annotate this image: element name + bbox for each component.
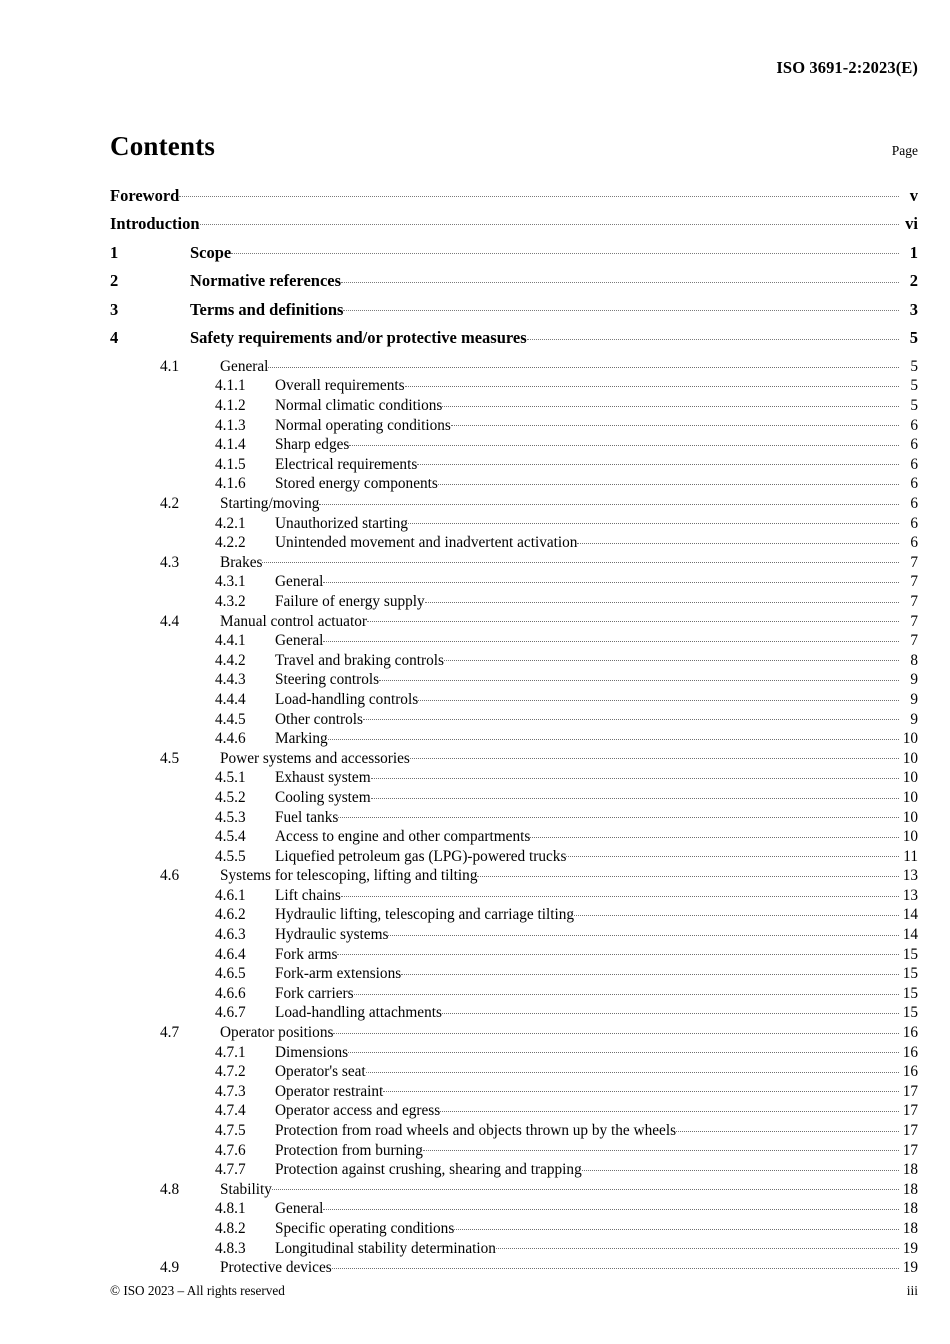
toc-dot-leader [363, 708, 899, 723]
toc-entry-number: 4.6.3 [215, 926, 246, 944]
toc-entry[interactable] [110, 395, 918, 415]
toc-entry[interactable] [110, 1100, 918, 1120]
toc-entry-label: Other controls [275, 710, 363, 728]
toc-entry-page-number: 16 [902, 1043, 918, 1061]
toc-dot-leader [577, 532, 899, 547]
toc-entry[interactable] [110, 571, 918, 591]
toc-entry-page-number: 14 [902, 926, 918, 944]
toc-entry-page-number: 18 [902, 1161, 918, 1179]
toc-entry-number: 4.6.2 [215, 906, 246, 924]
toc-entry-number: 4.6.4 [215, 945, 246, 963]
toc-dot-leader [231, 241, 899, 258]
toc-entry[interactable] [110, 669, 918, 689]
toc-dot-leader [410, 747, 899, 762]
toc-entry-page-number: 9 [910, 671, 918, 689]
toc-entry[interactable] [110, 963, 918, 983]
toc-entry-number: 4.6.5 [215, 965, 246, 983]
toc-entry-label: Fork-arm extensions [275, 965, 402, 983]
toc-entry-number: 4.8.3 [215, 1239, 246, 1257]
toc-entry-number: 4.8.1 [215, 1200, 246, 1218]
toc-entry[interactable] [110, 983, 918, 1003]
toc-entry[interactable] [110, 630, 918, 650]
toc-entry-label: Load-handling attachments [275, 1004, 442, 1022]
toc-dot-leader [442, 1002, 899, 1017]
toc-entry-number: 4.2.1 [215, 514, 246, 532]
toc-dot-leader [323, 630, 899, 645]
toc-entry[interactable] [110, 826, 918, 846]
toc-entry-number: 4.5.3 [215, 808, 246, 826]
toc-entry-number: 4.4.2 [215, 651, 246, 669]
toc-dot-leader [676, 1120, 899, 1135]
toc-entry-number: 4.8 [160, 1180, 180, 1198]
toc-entry-page-number: 5 [910, 377, 918, 395]
toc-entry-number: 4.5.1 [215, 769, 246, 787]
toc-entry-label: Manual control actuator [220, 612, 367, 630]
toc-entry-label: Normal operating conditions [275, 416, 451, 434]
toc-entry-page-number: 19 [902, 1259, 918, 1277]
toc-entry[interactable] [110, 1139, 918, 1159]
toc-entry[interactable] [110, 1198, 918, 1218]
toc-entry-page-number: 2 [909, 271, 918, 291]
toc-entry-page-number: 18 [902, 1219, 918, 1237]
toc-entry-number: 4 [110, 328, 119, 348]
toc-entry-page-number: 9 [910, 690, 918, 708]
toc-entry[interactable] [110, 787, 918, 807]
toc-entry-page-number: 18 [902, 1200, 918, 1218]
toc-entry-label: Specific operating conditions [275, 1219, 455, 1237]
toc-entry-page-number: 18 [902, 1180, 918, 1198]
toc-entry-label: Normal climatic conditions [275, 397, 443, 415]
toc-entry[interactable] [110, 943, 918, 963]
toc-dot-leader [338, 806, 899, 821]
toc-dot-leader [425, 591, 899, 606]
toc-entry-number: 4.3.1 [215, 573, 246, 591]
toc-entry[interactable] [110, 865, 918, 885]
toc-entry[interactable] [110, 689, 918, 709]
toc-entry-page-number: 15 [902, 965, 918, 983]
table-of-contents [110, 184, 918, 1276]
toc-entry[interactable] [110, 270, 918, 299]
toc-entry[interactable] [110, 649, 918, 669]
toc-entry-page-number: 3 [909, 299, 918, 319]
toc-entry-number: 4.6.1 [215, 886, 246, 904]
toc-entry-page-number: 17 [902, 1141, 918, 1159]
toc-entry[interactable] [110, 904, 918, 924]
toc-entry-label: Exhaust system [275, 769, 371, 787]
toc-entry-page-number: 7 [910, 553, 918, 571]
copyright-notice: © ISO 2023 – All rights reserved [110, 1283, 285, 1298]
toc-entry-number: 4.1.2 [215, 397, 246, 415]
toc-dot-leader [349, 434, 899, 449]
toc-dot-leader [423, 1139, 899, 1154]
toc-dot-leader [442, 395, 899, 410]
toc-entry-label: Systems for telescoping, lifting and tilting [220, 867, 478, 885]
toc-dot-leader [418, 689, 899, 704]
toc-entry-page-number: 14 [902, 906, 918, 924]
toc-entry-page-number: 16 [902, 1063, 918, 1081]
toc-entry-label: Foreword [110, 185, 180, 205]
toc-entry-number: 4.4.5 [215, 710, 246, 728]
toc-dot-leader [328, 728, 899, 743]
toc-entry-page-number: 5 [909, 328, 918, 348]
toc-entry-label: General [275, 1200, 324, 1218]
toc-dot-leader [451, 414, 899, 429]
toc-entry-number: 4.8.2 [215, 1219, 246, 1237]
toc-entry-label: Longitudinal stability determination [275, 1239, 496, 1257]
toc-dot-leader [566, 845, 899, 860]
footer-page-number: iii [906, 1283, 918, 1298]
toc-dot-leader [367, 610, 899, 625]
toc-entry-number: 4.4.4 [215, 690, 246, 708]
document-header-standard-ref: ISO 3691-2:2023(E) [776, 58, 918, 77]
toc-entry-page-number: 7 [910, 632, 918, 650]
toc-dot-leader [496, 1237, 899, 1252]
toc-entry-page-number: 19 [902, 1239, 918, 1257]
toc-dot-leader [341, 270, 899, 287]
toc-entry-number: 4.5.4 [215, 828, 246, 846]
toc-entry-page-number: 7 [910, 573, 918, 591]
toc-entry-page-number: 10 [902, 808, 918, 826]
toc-entry-page-number: 10 [902, 788, 918, 806]
toc-entry[interactable] [110, 728, 918, 748]
toc-entry-number: 4.6.7 [215, 1004, 246, 1022]
toc-entry[interactable] [110, 1041, 918, 1061]
toc-entry-number: 4.7.1 [215, 1043, 246, 1061]
toc-dot-leader [323, 571, 899, 586]
toc-entry[interactable] [110, 924, 918, 944]
toc-entry-number: 4.7.3 [215, 1082, 246, 1100]
toc-entry-page-number: 13 [902, 886, 918, 904]
toc-entry[interactable] [110, 1257, 918, 1277]
toc-dot-leader [477, 865, 899, 880]
toc-entry[interactable] [110, 434, 918, 454]
toc-entry-number: 4.1.6 [215, 475, 246, 493]
toc-entry-label: Stored energy components [275, 475, 438, 493]
toc-entry-label: Fuel tanks [275, 808, 339, 826]
toc-entry-label: Normative references [190, 271, 342, 291]
toc-dot-leader [383, 1081, 899, 1096]
toc-entry[interactable] [110, 1022, 918, 1042]
toc-entry[interactable] [110, 1179, 918, 1199]
toc-entry-page-number: 10 [902, 749, 918, 767]
toc-entry[interactable] [110, 414, 918, 434]
toc-entry-page-number: 5 [910, 397, 918, 415]
toc-entry-number: 4.1.1 [215, 377, 246, 395]
toc-entry[interactable] [110, 327, 918, 356]
toc-entry-page-number: 9 [910, 710, 918, 728]
toc-entry-label: Hydraulic systems [275, 926, 389, 944]
toc-entry-label: Starting/moving [220, 495, 320, 513]
page-footer [110, 1283, 918, 1299]
toc-dot-leader [200, 213, 899, 230]
toc-entry-label: Scope [190, 242, 232, 262]
toc-dot-leader [405, 375, 899, 390]
toc-entry-number: 4.3.2 [215, 592, 246, 610]
toc-dot-leader [272, 1179, 899, 1194]
toc-dot-leader [371, 787, 899, 802]
toc-entry-number: 2 [110, 271, 119, 291]
toc-entry[interactable] [110, 1081, 918, 1101]
toc-entry-label: Protection from burning [275, 1141, 423, 1159]
toc-entry-page-number: 1 [909, 242, 918, 262]
toc-entry-number: 4.7 [160, 1024, 180, 1042]
toc-entry-number: 4.7.5 [215, 1122, 246, 1140]
toc-entry[interactable] [110, 552, 918, 572]
toc-entry[interactable] [110, 1159, 918, 1179]
page-column-header: Page [891, 143, 918, 158]
toc-entry-label: Fork carriers [275, 984, 354, 1002]
toc-entry-label: Sharp edges [275, 436, 350, 454]
toc-entry-number: 4.4.6 [215, 730, 246, 748]
toc-entry[interactable] [110, 493, 918, 513]
toc-dot-leader [417, 454, 899, 469]
toc-entry-number: 4.4.3 [215, 671, 246, 689]
toc-entry-page-number: 10 [902, 730, 918, 748]
toc-dot-leader [401, 963, 899, 978]
toc-entry-page-number: 15 [902, 1004, 918, 1022]
page-title: Contents [110, 131, 216, 161]
toc-entry-number: 4.2.2 [215, 534, 246, 552]
toc-entry-page-number: 6 [910, 475, 918, 493]
toc-dot-leader [408, 512, 899, 527]
toc-entry[interactable] [110, 1237, 918, 1257]
toc-dot-leader [341, 885, 899, 900]
toc-entry[interactable] [110, 1218, 918, 1238]
toc-dot-leader [530, 826, 899, 841]
toc-entry-label: Overall requirements [275, 377, 405, 395]
toc-entry-label: Operator's seat [275, 1063, 366, 1081]
toc-entry-label: Dimensions [275, 1043, 349, 1061]
toc-entry-label: Electrical requirements [275, 455, 418, 473]
toc-entry-label: Access to engine and other compartments [275, 828, 531, 846]
toc-dot-leader [262, 552, 899, 567]
toc-entry-label: General [275, 632, 324, 650]
toc-entry-label: Unintended movement and inadvertent activation [275, 534, 578, 552]
toc-entry-page-number: 6 [910, 436, 918, 454]
toc-dot-leader [348, 1041, 899, 1056]
toc-entry-label: Cooling system [275, 788, 371, 806]
toc-dot-leader [366, 1061, 899, 1076]
toc-entry-page-number: 7 [910, 592, 918, 610]
toc-entry-number: 4.1.5 [215, 455, 246, 473]
toc-entry-number: 4.3 [160, 553, 180, 571]
toc-dot-leader [332, 1257, 899, 1272]
toc-entry-page-number: 15 [902, 984, 918, 1002]
toc-entry-label: Lift chains [275, 886, 341, 904]
toc-entry-number: 4.7.7 [215, 1161, 246, 1179]
toc-entry-number: 4.5 [160, 749, 180, 767]
toc-entry-page-number: 5 [910, 357, 918, 375]
toc-entry-number: 4.1.4 [215, 436, 246, 454]
toc-dot-leader [371, 767, 899, 782]
toc-entry-label: Operator positions [220, 1024, 334, 1042]
toc-entry-label: Unauthorized starting [275, 514, 408, 532]
toc-dot-leader [582, 1159, 899, 1174]
toc-entry-label: Introduction [110, 214, 200, 234]
toc-entry[interactable] [110, 512, 918, 532]
toc-entry-label: Travel and braking controls [275, 651, 444, 669]
toc-entry[interactable] [110, 473, 918, 493]
toc-dot-leader [323, 1198, 899, 1213]
toc-dot-leader [268, 356, 899, 371]
toc-entry-page-number: v [909, 185, 918, 205]
toc-entry[interactable] [110, 298, 918, 327]
toc-entry-page-number: 16 [902, 1024, 918, 1042]
toc-entry-number: 4.5.5 [215, 847, 246, 865]
toc-entry[interactable] [110, 213, 918, 242]
toc-entry-number: 4.7.2 [215, 1063, 246, 1081]
toc-entry-label: Steering controls [275, 671, 380, 689]
toc-entry-number: 4.5.2 [215, 788, 246, 806]
toc-entry-number: 3 [110, 299, 119, 319]
toc-dot-leader [440, 1100, 899, 1115]
toc-entry-page-number: 17 [902, 1122, 918, 1140]
toc-entry-number: 4.7.6 [215, 1141, 246, 1159]
contents-title-row [110, 131, 918, 162]
toc-entry[interactable] [110, 1120, 918, 1140]
toc-entry[interactable] [110, 375, 918, 395]
toc-entry-label: Hydraulic lifting, telescoping and carriage tilting [275, 906, 575, 924]
toc-entry-number: 4.1 [160, 357, 180, 375]
toc-entry[interactable] [110, 806, 918, 826]
toc-entry-page-number: 17 [902, 1082, 918, 1100]
toc-entry-number: 4.4.1 [215, 632, 246, 650]
toc-entry-page-number: 6 [910, 495, 918, 513]
toc-entry-label: Stability [220, 1180, 272, 1198]
toc-entry-label: Marking [275, 730, 328, 748]
toc-entry-label: Safety requirements and/or protective measures [190, 328, 527, 348]
toc-entry[interactable] [110, 1002, 918, 1022]
toc-entry-label: Operator access and egress [275, 1102, 441, 1120]
toc-entry-page-number: 11 [903, 847, 918, 865]
toc-entry-page-number: 6 [910, 534, 918, 552]
toc-entry-number: 4.7.4 [215, 1102, 246, 1120]
toc-entry-number: 4.1.3 [215, 416, 246, 434]
toc-entry-number: 4.6.6 [215, 984, 246, 1002]
toc-entry-label: Protection against crushing, shearing and trapping [275, 1161, 582, 1179]
toc-entry-page-number: 15 [902, 945, 918, 963]
toc-entry[interactable] [110, 885, 918, 905]
toc-dot-leader [179, 184, 899, 201]
toc-dot-leader [574, 904, 899, 919]
toc-dot-leader [379, 669, 899, 684]
toc-dot-leader [319, 493, 899, 508]
toc-entry-label: Brakes [220, 553, 263, 571]
toc-entry-label: General [220, 357, 269, 375]
toc-entry-page-number: 13 [902, 867, 918, 885]
toc-dot-leader [343, 298, 899, 315]
toc-entry-page-number: 10 [902, 769, 918, 787]
toc-entry[interactable] [110, 610, 918, 630]
toc-dot-leader [444, 649, 899, 664]
toc-entry-label: Power systems and accessories [220, 749, 410, 767]
toc-entry[interactable] [110, 708, 918, 728]
toc-entry[interactable] [110, 241, 918, 270]
toc-entry-number: 4.6 [160, 867, 180, 885]
toc-dot-leader [337, 943, 899, 958]
toc-entry-label: Failure of energy supply [275, 592, 425, 610]
toc-entry-page-number: 7 [910, 612, 918, 630]
toc-entry-label: Operator restraint [275, 1082, 384, 1100]
toc-entry[interactable] [110, 845, 918, 865]
toc-dot-leader [333, 1022, 899, 1037]
toc-dot-leader [454, 1218, 899, 1233]
toc-entry-page-number: 6 [910, 416, 918, 434]
toc-entry[interactable] [110, 591, 918, 611]
toc-dot-leader [438, 473, 899, 488]
toc-entry-page-number: 10 [902, 828, 918, 846]
toc-dot-leader [527, 327, 899, 344]
toc-entry-number: 4.4 [160, 612, 180, 630]
toc-entry-page-number: 6 [910, 455, 918, 473]
toc-dot-leader [388, 924, 899, 939]
toc-entry-page-number: vi [905, 214, 918, 234]
toc-entry[interactable] [110, 532, 918, 552]
toc-entry-page-number: 6 [910, 514, 918, 532]
toc-entry[interactable] [110, 747, 918, 767]
toc-entry-label: Fork arms [275, 945, 338, 963]
toc-entry[interactable] [110, 356, 918, 376]
toc-entry-label: Protective devices [220, 1259, 332, 1277]
toc-entry-number: 1 [110, 242, 119, 262]
toc-entry-label: Load-handling controls [275, 690, 419, 708]
toc-entry-label: Terms and definitions [190, 299, 344, 319]
toc-entry[interactable] [110, 184, 918, 213]
toc-entry-page-number: 8 [910, 651, 918, 669]
toc-entry-number: 4.2 [160, 495, 180, 513]
toc-dot-leader [354, 983, 899, 998]
toc-entry[interactable] [110, 1061, 918, 1081]
toc-entry-label: Liquefied petroleum gas (LPG)-powered trucks [275, 847, 567, 865]
toc-entry-page-number: 17 [902, 1102, 918, 1120]
toc-entry-number: 4.9 [160, 1259, 180, 1277]
toc-entry[interactable] [110, 767, 918, 787]
toc-entry[interactable] [110, 454, 918, 474]
toc-entry-label: General [275, 573, 324, 591]
toc-entry-label: Protection from road wheels and objects thrown up by the wheels [275, 1122, 677, 1140]
